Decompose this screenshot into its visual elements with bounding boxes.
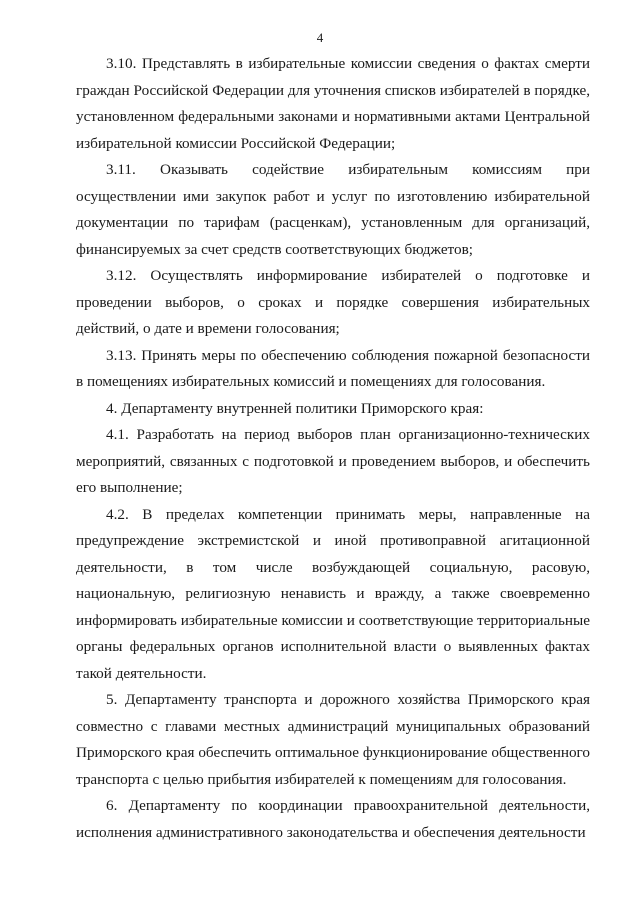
- paragraph-3-10: 3.10. Представлять в избирательные комиссии сведения о фактах смерти граждан Российской Федерации для уточнения списков избирателей в порядке, установленном федеральными законами и нормативными актами Центральной избирательной комиссии Российской Федерации;: [76, 55, 590, 152]
- paragraph-4: 4. Департаменту внутренней политики Приморского края:: [106, 399, 484, 417]
- paragraph-6: 6. Департаменту по координации правоохранительной деятельности, исполнения административного законодательства и обеспечения деятельности: [76, 797, 590, 841]
- paragraph-4-2: 4.2. В пределах компетенции принимать меры, направленные на предупреждение экстремистской и иной противоправной агитационной деятельности, в том числе возбуждающей социальную, расовую, национальную, религиозную ненависть и вражду, а также своевременно информировать избирательные комиссии и соответствующие территориальные органы федеральных органов исполнительной власти о выявленных фактах такой деятельности.: [76, 505, 590, 682]
- page-number: 4: [316, 30, 324, 45]
- paragraph-3-12: 3.12. Осуществлять информирование избирателей о подготовке и проведении выборов, о сроках и порядке совершения избирательных действий, о дате и времени голосования;: [76, 267, 590, 337]
- paragraph-4-1: 4.1. Разработать на период выборов план организационно-технических мероприятий, связанных с подготовкой и проведением выборов, и обеспечить его выполнение;: [76, 426, 590, 496]
- paragraph-3-13: 3.13. Принять меры по обеспечению соблюдения пожарной безопасности в помещениях избирательных комиссий и помещениях для голосования.: [76, 346, 590, 390]
- paragraph-3-11: 3.11. Оказывать содействие избирательным комиссиям при осуществлении ими закупок работ и услуг по изготовлению избирательной документации по тарифам (расценкам), установленным для организаций, финансируемых за счет средств соответствующих бюджетов;: [76, 161, 590, 258]
- document-body: [76, 51, 590, 846]
- paragraph-5: 5. Департаменту транспорта и дорожного хозяйства Приморского края совместно с главами местных администраций муниципальных образований Приморского края обеспечить оптимальное функционирование общественного транспорта с целью прибытия избирателей к помещениям для голосования.: [76, 691, 590, 788]
